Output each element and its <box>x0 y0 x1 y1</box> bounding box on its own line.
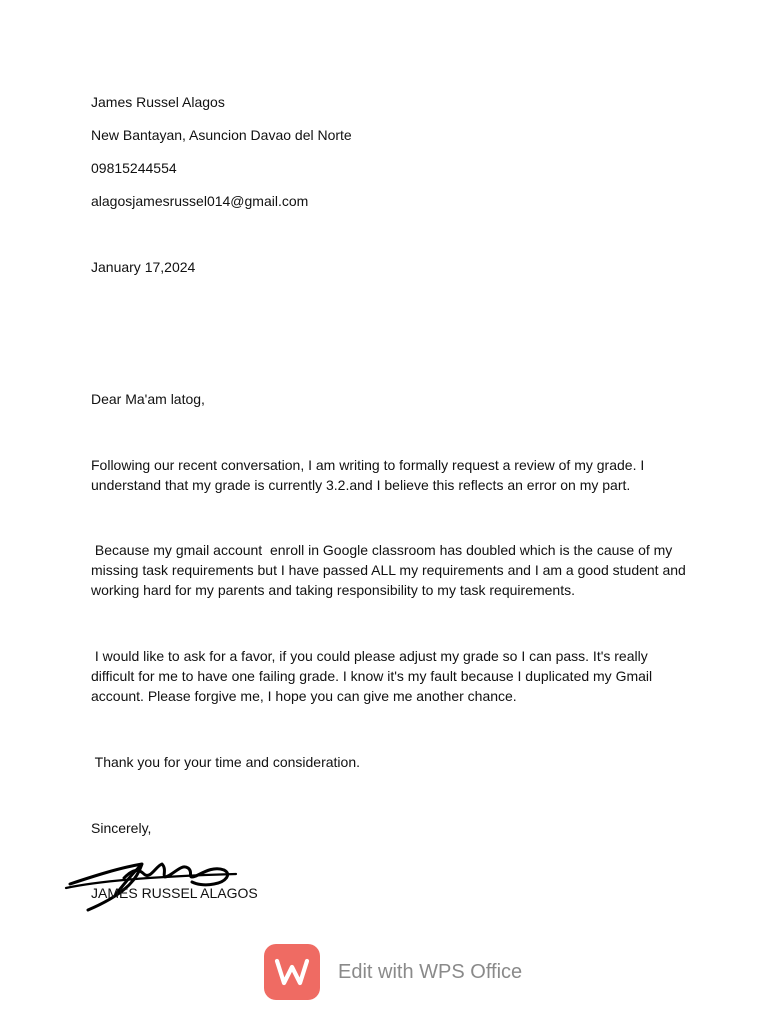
wps-office-icon <box>264 944 320 1000</box>
sender-email: alagosjamesrussel014@gmail.com <box>91 193 309 209</box>
body-paragraph: I would like to ask for a favor, if you could please adjust my grade so I can pass. It's really difficult for me to have one failing grade. I know it's my fault because I duplicated my Gmail account. Please forgive me, I hope you can give me another chance. <box>91 648 657 704</box>
salutation: Dear Ma'am latog, <box>91 391 205 407</box>
sender-name: James Russel Alagos <box>91 94 225 110</box>
sender-address: New Bantayan, Asuncion Davao del Norte <box>91 127 352 143</box>
closing: Sincerely, <box>91 820 152 836</box>
sender-phone: 09815244554 <box>91 160 177 176</box>
signature-printed-name: JAMES RUSSEL ALAGOS <box>91 885 258 901</box>
letter-date: January 17,2024 <box>91 259 196 275</box>
handwritten-signature <box>64 850 244 914</box>
wps-label: Edit with WPS Office <box>338 961 523 983</box>
body-paragraph: Following our recent conversation, I am writing to formally request a review of my grade. I understand that my grade is currently 3.2.and I believe this reflects an error on my part. <box>91 457 645 493</box>
body-paragraph: Because my gmail account enroll in Google classroom has doubled which is the cause of my missing task requirements but I have passed ALL my requirements and I am a good student and working hard for my parents and taking responsibility to my task requirements. <box>91 542 690 598</box>
edit-with-wps-button[interactable] <box>264 943 524 1001</box>
body-paragraph: Thank you for your time and consideration. <box>91 754 361 770</box>
